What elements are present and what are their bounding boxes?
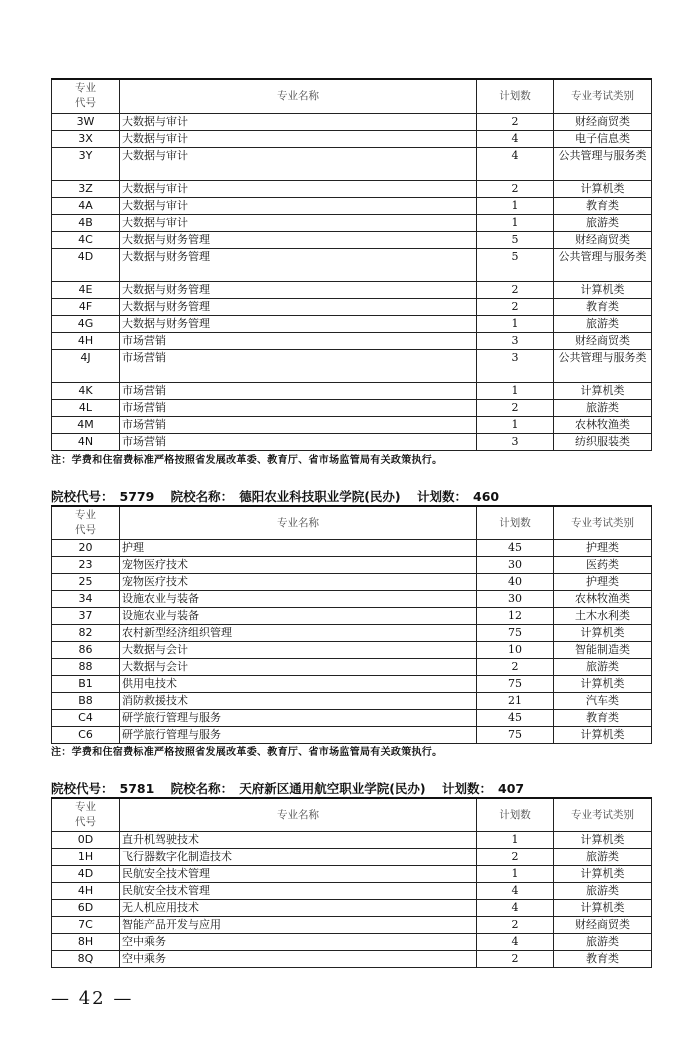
table-row — [52, 624, 652, 641]
col-header-plan: 计划数 — [477, 506, 554, 539]
cell-category: 公共管理与服务类 — [554, 349, 652, 382]
table-row — [52, 865, 652, 882]
table-row — [52, 882, 652, 899]
cell-category: 智能制造类 — [554, 641, 652, 658]
cell-category: 教育类 — [554, 298, 652, 315]
cell-plan: 1 — [477, 315, 554, 332]
cell-name: 设施农业与装备 — [120, 590, 477, 607]
cell-code: C6 — [52, 726, 120, 743]
school-code-label: 院校代号： — [51, 489, 114, 504]
cell-plan: 5 — [477, 231, 554, 248]
cell-code: 0D — [52, 831, 120, 848]
cell-category: 公共管理与服务类 — [554, 248, 652, 281]
table-row — [52, 916, 652, 933]
cell-plan: 2 — [477, 180, 554, 197]
table-row — [52, 281, 652, 298]
table-row — [52, 692, 652, 709]
cell-category: 医药类 — [554, 556, 652, 573]
cell-category: 旅游类 — [554, 214, 652, 231]
table-row — [52, 315, 652, 332]
cell-name: 空中乘务 — [120, 950, 477, 967]
cell-category: 财经商贸类 — [554, 231, 652, 248]
table-row — [52, 433, 652, 450]
cell-code: 4H — [52, 332, 120, 349]
cell-plan: 4 — [477, 933, 554, 950]
cell-code: 88 — [52, 658, 120, 675]
cell-code: 4M — [52, 416, 120, 433]
cell-category: 财经商贸类 — [554, 113, 652, 130]
table-row — [52, 950, 652, 967]
col-header-code: 专业 代号 — [52, 506, 120, 539]
table-row — [52, 382, 652, 399]
cell-category: 旅游类 — [554, 658, 652, 675]
table-row — [52, 130, 652, 147]
cell-plan: 2 — [477, 658, 554, 675]
cell-category: 计算机类 — [554, 624, 652, 641]
cell-name: 飞行器数字化制造技术 — [120, 848, 477, 865]
cell-name: 宠物医疗技术 — [120, 573, 477, 590]
cell-code: 3Z — [52, 180, 120, 197]
school-name-label: 院校名称： — [170, 489, 234, 504]
school-plan-label: 计划数： — [416, 489, 467, 504]
cell-name: 空中乘务 — [120, 933, 477, 950]
school-name: 德阳农业科技职业学院(民办) — [239, 489, 401, 504]
cell-plan: 30 — [477, 556, 554, 573]
col-header-name: 专业名称 — [120, 506, 477, 539]
col-header-code: 专业 代号 — [52, 79, 120, 113]
cell-plan: 2 — [477, 298, 554, 315]
cell-category: 计算机类 — [554, 675, 652, 692]
cell-category: 农林牧渔类 — [554, 416, 652, 433]
cell-name: 大数据与财务管理 — [120, 298, 477, 315]
cell-code: C4 — [52, 709, 120, 726]
cell-name: 大数据与会计 — [120, 641, 477, 658]
cell-plan: 2 — [477, 113, 554, 130]
cell-plan: 4 — [477, 147, 554, 180]
cell-plan: 21 — [477, 692, 554, 709]
cell-code: 3W — [52, 113, 120, 130]
table-row — [52, 113, 652, 130]
cell-plan: 45 — [477, 539, 554, 556]
cell-plan: 3 — [477, 433, 554, 450]
col-header-plan: 计划数 — [477, 79, 554, 113]
cell-code: 23 — [52, 556, 120, 573]
cell-name: 市场营销 — [120, 382, 477, 399]
col-header-category: 专业考试类别 — [554, 798, 652, 831]
cell-name: 消防救援技术 — [120, 692, 477, 709]
cell-name: 无人机应用技术 — [120, 899, 477, 916]
cell-plan: 1 — [477, 831, 554, 848]
school-name: 天府新区通用航空职业学院(民办) — [239, 781, 426, 796]
cell-category: 计算机类 — [554, 281, 652, 298]
col-header-name: 专业名称 — [120, 798, 477, 831]
cell-name: 研学旅行管理与服务 — [120, 709, 477, 726]
cell-name: 大数据与审计 — [120, 180, 477, 197]
table-row — [52, 590, 652, 607]
cell-name: 市场营销 — [120, 332, 477, 349]
cell-name: 研学旅行管理与服务 — [120, 726, 477, 743]
cell-code: 7C — [52, 916, 120, 933]
cell-plan: 10 — [477, 641, 554, 658]
cell-category: 土木水利类 — [554, 607, 652, 624]
table-row — [52, 641, 652, 658]
cell-code: 4N — [52, 433, 120, 450]
table-row — [52, 332, 652, 349]
school-plan: 460 — [473, 489, 500, 504]
col-header-name: 专业名称 — [120, 79, 477, 113]
cell-category: 护理类 — [554, 539, 652, 556]
cell-plan: 40 — [477, 573, 554, 590]
cell-code: 3X — [52, 130, 120, 147]
cell-name: 民航安全技术管理 — [120, 865, 477, 882]
cell-category: 教育类 — [554, 709, 652, 726]
cell-plan: 3 — [477, 332, 554, 349]
cell-category: 计算机类 — [554, 726, 652, 743]
cell-code: 82 — [52, 624, 120, 641]
cell-name: 市场营销 — [120, 433, 477, 450]
table-row — [52, 416, 652, 433]
cell-category: 计算机类 — [554, 865, 652, 882]
cell-code: 4J — [52, 349, 120, 382]
table-row — [52, 675, 652, 692]
cell-category: 财经商贸类 — [554, 332, 652, 349]
cell-code: 6D — [52, 899, 120, 916]
table-row — [52, 726, 652, 743]
cell-plan: 45 — [477, 709, 554, 726]
cell-category: 旅游类 — [554, 315, 652, 332]
cell-code: 4A — [52, 197, 120, 214]
cell-code: B8 — [52, 692, 120, 709]
cell-code: 4F — [52, 298, 120, 315]
cell-name: 大数据与审计 — [120, 113, 477, 130]
cell-name: 市场营销 — [120, 399, 477, 416]
cell-plan: 75 — [477, 675, 554, 692]
fee-note: 注：学费和住宿费标准严格按照省发展改革委、教育厅、省市场监管局有关政策执行。 — [51, 455, 443, 466]
cell-code: B1 — [52, 675, 120, 692]
cell-category: 纺织服装类 — [554, 433, 652, 450]
table-row — [52, 709, 652, 726]
cell-name: 市场营销 — [120, 416, 477, 433]
enrollment-table-5779 — [51, 505, 652, 744]
cell-name: 大数据与会计 — [120, 658, 477, 675]
cell-plan: 2 — [477, 399, 554, 416]
cell-category: 农林牧渔类 — [554, 590, 652, 607]
table-row — [52, 147, 652, 180]
school-plan-label: 计划数： — [441, 781, 492, 796]
cell-code: 4G — [52, 315, 120, 332]
table-row — [52, 399, 652, 416]
table-row — [52, 248, 652, 281]
table-row — [52, 933, 652, 950]
cell-category: 旅游类 — [554, 848, 652, 865]
table-row — [52, 899, 652, 916]
col-header-category: 专业考试类别 — [554, 79, 652, 113]
cell-plan: 1 — [477, 214, 554, 231]
cell-category: 教育类 — [554, 950, 652, 967]
cell-code: 4H — [52, 882, 120, 899]
cell-name: 大数据与财务管理 — [120, 231, 477, 248]
table-row — [52, 349, 652, 382]
cell-name: 大数据与财务管理 — [120, 315, 477, 332]
table-row — [52, 556, 652, 573]
table-row — [52, 607, 652, 624]
cell-name: 设施农业与装备 — [120, 607, 477, 624]
cell-category: 电子信息类 — [554, 130, 652, 147]
cell-category: 教育类 — [554, 197, 652, 214]
page-number: — 42 — — [51, 988, 134, 1009]
school-header — [51, 487, 511, 505]
cell-code: 4E — [52, 281, 120, 298]
cell-code: 25 — [52, 573, 120, 590]
col-header-plan: 计划数 — [477, 798, 554, 831]
table-row — [52, 539, 652, 556]
cell-code: 4C — [52, 231, 120, 248]
enrollment-table-5781 — [51, 797, 652, 968]
cell-category: 公共管理与服务类 — [554, 147, 652, 180]
cell-name: 供用电技术 — [120, 675, 477, 692]
cell-plan: 4 — [477, 882, 554, 899]
cell-name: 大数据与财务管理 — [120, 281, 477, 298]
school-plan: 407 — [498, 781, 525, 796]
cell-plan: 4 — [477, 130, 554, 147]
table-row — [52, 214, 652, 231]
table-row — [52, 658, 652, 675]
table-row — [52, 180, 652, 197]
school-code-label: 院校代号： — [51, 781, 114, 796]
cell-plan: 2 — [477, 848, 554, 865]
cell-name: 宠物医疗技术 — [120, 556, 477, 573]
cell-code: 4D — [52, 248, 120, 281]
cell-category: 计算机类 — [554, 899, 652, 916]
cell-category: 旅游类 — [554, 882, 652, 899]
school-name-label: 院校名称： — [170, 781, 234, 796]
cell-code: 4D — [52, 865, 120, 882]
cell-code: 8H — [52, 933, 120, 950]
cell-plan: 1 — [477, 416, 554, 433]
cell-code: 20 — [52, 539, 120, 556]
cell-code: 1H — [52, 848, 120, 865]
cell-code: 4K — [52, 382, 120, 399]
cell-plan: 1 — [477, 865, 554, 882]
cell-name: 农村新型经济组织管理 — [120, 624, 477, 641]
cell-plan: 30 — [477, 590, 554, 607]
cell-name: 大数据与审计 — [120, 147, 477, 180]
cell-plan: 4 — [477, 899, 554, 916]
cell-plan: 2 — [477, 950, 554, 967]
cell-name: 大数据与审计 — [120, 130, 477, 147]
cell-plan: 1 — [477, 197, 554, 214]
cell-name: 智能产品开发与应用 — [120, 916, 477, 933]
cell-plan: 12 — [477, 607, 554, 624]
table-row — [52, 231, 652, 248]
cell-code: 8Q — [52, 950, 120, 967]
cell-plan: 5 — [477, 248, 554, 281]
cell-plan: 2 — [477, 916, 554, 933]
table-row — [52, 197, 652, 214]
cell-category: 计算机类 — [554, 382, 652, 399]
cell-category: 汽车类 — [554, 692, 652, 709]
cell-plan: 2 — [477, 281, 554, 298]
cell-category: 护理类 — [554, 573, 652, 590]
table-row — [52, 848, 652, 865]
cell-plan: 1 — [477, 382, 554, 399]
cell-code: 37 — [52, 607, 120, 624]
cell-name: 直升机驾驶技术 — [120, 831, 477, 848]
cell-name: 大数据与审计 — [120, 197, 477, 214]
cell-name: 大数据与审计 — [120, 214, 477, 231]
table-row — [52, 298, 652, 315]
cell-code: 34 — [52, 590, 120, 607]
table-row — [52, 573, 652, 590]
school-code: 5781 — [119, 781, 155, 796]
cell-code: 3Y — [52, 147, 120, 180]
col-header-category: 专业考试类别 — [554, 506, 652, 539]
col-header-code: 专业 代号 — [52, 798, 120, 831]
school-code: 5779 — [119, 489, 155, 504]
cell-category: 旅游类 — [554, 399, 652, 416]
cell-code: 4B — [52, 214, 120, 231]
cell-name: 市场营销 — [120, 349, 477, 382]
table-row — [52, 831, 652, 848]
cell-category: 计算机类 — [554, 831, 652, 848]
cell-category: 财经商贸类 — [554, 916, 652, 933]
cell-code: 86 — [52, 641, 120, 658]
cell-plan: 75 — [477, 726, 554, 743]
cell-category: 旅游类 — [554, 933, 652, 950]
cell-name: 大数据与财务管理 — [120, 248, 477, 281]
school-header — [51, 779, 536, 797]
enrollment-table-continued — [51, 78, 652, 451]
cell-category: 计算机类 — [554, 180, 652, 197]
fee-note: 注：学费和住宿费标准严格按照省发展改革委、教育厅、省市场监管局有关政策执行。 — [51, 747, 443, 758]
cell-name: 民航安全技术管理 — [120, 882, 477, 899]
cell-code: 4L — [52, 399, 120, 416]
cell-name: 护理 — [120, 539, 477, 556]
cell-plan: 3 — [477, 349, 554, 382]
cell-plan: 75 — [477, 624, 554, 641]
